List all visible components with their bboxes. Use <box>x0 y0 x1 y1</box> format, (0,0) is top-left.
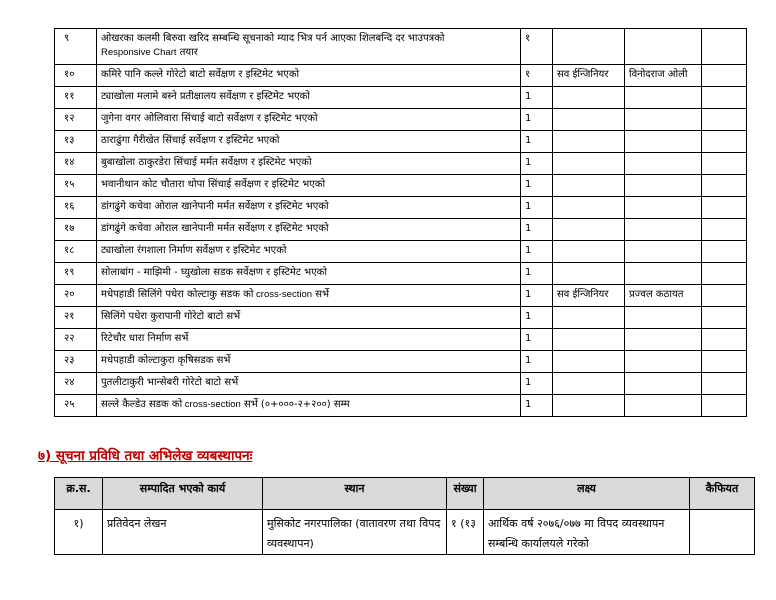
row-serial: २५ <box>55 395 97 417</box>
info-target: आर्थिक वर्ष २०७६/०७७ मा विपद व्यवस्थापन सम्बन्धि कार्यालयले गरेको <box>484 510 690 555</box>
row-staff-role <box>553 153 625 175</box>
work-row <box>55 373 747 395</box>
work-row <box>55 109 747 131</box>
row-description <box>97 241 521 263</box>
row-remarks <box>702 373 747 395</box>
row-serial: १७ <box>55 219 97 241</box>
row-staff-role <box>553 351 625 373</box>
row-staff-name <box>625 395 702 417</box>
row-remarks <box>702 131 747 153</box>
row-staff-name <box>625 241 702 263</box>
row-serial: ९ <box>55 29 97 65</box>
row-remarks <box>702 395 747 417</box>
row-serial: २२ <box>55 329 97 351</box>
work-row <box>55 219 747 241</box>
header-remarks: कैफियत <box>690 478 755 510</box>
row-staff-role <box>553 395 625 417</box>
work-row <box>55 395 747 417</box>
row-serial: २१ <box>55 307 97 329</box>
row-staff-name <box>625 329 702 351</box>
info-count: १ (१३ <box>447 510 484 555</box>
work-row <box>55 29 747 65</box>
row-remarks <box>702 263 747 285</box>
row-staff-role <box>553 241 625 263</box>
row-description-text: ट्याखोला रंगशाला निर्माण सर्वेक्षण र इस्टिमेट भएको <box>101 245 287 256</box>
row-description <box>97 109 521 131</box>
header-serial: क्र.स. <box>55 478 103 510</box>
row-description <box>97 175 521 197</box>
row-remarks <box>702 65 747 87</box>
work-row <box>55 175 747 197</box>
section-heading: ७) सूचना प्रविधि तथा अभिलेख व्यबस्थापनः <box>38 448 253 464</box>
row-staff-role <box>553 197 625 219</box>
row-staff-role: सव ईन्जिनियर <box>553 65 625 87</box>
row-staff-name: प्रज्वल कठायत <box>625 285 702 307</box>
row-serial: १९ <box>55 263 97 285</box>
row-remarks <box>702 109 747 131</box>
row-remarks <box>702 153 747 175</box>
row-staff-name <box>625 87 702 109</box>
row-description-text: ठाराढुंगा गैरीखेत सिंचाई सर्वेक्षण र इस्टिमेट भएको <box>101 135 280 146</box>
row-description-text: भवानीथान कोट चौतारा थोपा सिंचाई सर्वेक्षण र इस्टिमेट भएको <box>101 179 326 190</box>
info-work: प्रतिवेदन लेखन <box>103 510 263 555</box>
row-description <box>97 285 521 307</box>
row-quantity: 1 <box>521 197 553 219</box>
row-quantity: 1 <box>521 307 553 329</box>
row-staff-name <box>625 263 702 285</box>
row-serial: १२ <box>55 109 97 131</box>
row-description-text: बुबाखोला ठाकुरडेरा सिंचाई मर्मत सर्वेक्षण र इस्टिमेट भएको <box>101 157 312 168</box>
row-staff-role <box>553 373 625 395</box>
row-staff-name <box>625 373 702 395</box>
row-quantity: 1 <box>521 109 553 131</box>
work-table <box>54 28 747 417</box>
work-row <box>55 263 747 285</box>
row-staff-role <box>553 175 625 197</box>
row-description <box>97 197 521 219</box>
row-quantity: 1 <box>521 219 553 241</box>
row-staff-name: विनोदराज ओली <box>625 65 702 87</box>
work-row <box>55 131 747 153</box>
row-quantity: 1 <box>521 395 553 417</box>
row-staff-name <box>625 109 702 131</box>
row-description <box>97 219 521 241</box>
work-row <box>55 329 747 351</box>
row-staff-role <box>553 131 625 153</box>
row-serial: १० <box>55 65 97 87</box>
row-description <box>97 263 521 285</box>
row-description-suffix: तयार <box>176 47 198 58</box>
row-remarks <box>702 87 747 109</box>
row-staff-role <box>553 29 625 65</box>
row-remarks <box>702 241 747 263</box>
row-staff-role <box>553 307 625 329</box>
row-description-text: ट्याखोला मलामे बस्ने प्रतीक्षालय सर्वेक्षण र इस्टिमेट भएको <box>101 91 310 102</box>
info-row <box>55 510 755 555</box>
row-quantity: 1 <box>521 175 553 197</box>
row-description <box>97 131 521 153</box>
row-staff-role <box>553 87 625 109</box>
row-description-latin: cross-section <box>182 399 241 410</box>
row-description-text: सिलिंगे पधेरा कुरापानी गोरेटो बाटो सर्भे <box>101 311 241 322</box>
info-remarks <box>690 510 755 555</box>
row-description-text: डांगढुंगे कचेवा ओराल खानेपानी मर्मत सर्वेक्षण र इस्टिमेट भएको <box>101 223 329 234</box>
row-serial: २० <box>55 285 97 307</box>
row-remarks <box>702 351 747 373</box>
row-description-text: ओखरका कलमी बिरुवा खरिद सम्बन्धि सूचनाको म्याद भित्र पर्न आएका शिलबन्दि दर भाउपत्रको <box>101 33 445 44</box>
row-remarks <box>702 329 747 351</box>
header-work: सम्पादित भएको कार्य <box>103 478 263 510</box>
row-description-latin: cross-section <box>253 289 313 300</box>
row-quantity: 1 <box>521 351 553 373</box>
row-quantity: 1 <box>521 263 553 285</box>
row-description-text: कमिरे पानि कल्ले गोरेटो बाटो सर्वेक्षण र इस्टिमेट भएको <box>101 69 300 80</box>
row-description <box>97 153 521 175</box>
row-quantity: 1 <box>521 241 553 263</box>
row-description-text: डांगढुंगे कचेवा ओराल खानेपानी मर्मत सर्वेक्षण र इस्टिमेट भएको <box>101 201 329 212</box>
row-description <box>97 373 521 395</box>
work-row <box>55 197 747 219</box>
header-place: स्थान <box>263 478 447 510</box>
row-quantity: 1 <box>521 87 553 109</box>
row-description-latin: Responsive Chart <box>101 47 177 58</box>
work-row <box>55 87 747 109</box>
header-count: संख्या <box>447 478 484 510</box>
work-row <box>55 153 747 175</box>
row-description <box>97 307 521 329</box>
info-table <box>54 477 755 555</box>
row-remarks <box>702 197 747 219</box>
row-description <box>97 351 521 373</box>
row-serial: २३ <box>55 351 97 373</box>
row-description-text: सल्ले कैल्डेउ सडक को <box>101 399 183 410</box>
row-staff-name <box>625 307 702 329</box>
row-staff-role: सव ईन्जिनियर <box>553 285 625 307</box>
info-serial: १) <box>55 510 103 555</box>
row-serial: १३ <box>55 131 97 153</box>
row-description <box>97 87 521 109</box>
row-staff-role <box>553 329 625 351</box>
row-serial: ११ <box>55 87 97 109</box>
row-staff-name <box>625 131 702 153</box>
row-staff-role <box>553 263 625 285</box>
row-remarks <box>702 29 747 65</box>
row-description <box>97 395 521 417</box>
row-remarks <box>702 175 747 197</box>
row-staff-role <box>553 109 625 131</box>
row-description-text: मधेपहाडी सिलिंगे पधेरा कोल्टाकु सडक को <box>101 289 254 300</box>
row-description-suffix: सर्भे <box>312 289 329 300</box>
row-description <box>97 29 521 65</box>
header-target: लक्ष्य <box>484 478 690 510</box>
work-table-body <box>55 29 747 417</box>
info-place: मुसिकोट नगरपालिका (वातावरण तथा विपद व्यवस्थापन) <box>263 510 447 555</box>
row-staff-name <box>625 219 702 241</box>
work-row <box>55 241 747 263</box>
row-description-text: पुतलीटाकुरी भान्सेबरी गोरेटो बाटो सर्भे <box>101 377 239 388</box>
work-row <box>55 307 747 329</box>
row-quantity: 1 <box>521 285 553 307</box>
row-quantity: 1 <box>521 153 553 175</box>
info-header-row <box>55 478 755 510</box>
row-quantity: १ <box>521 65 553 87</box>
row-staff-name <box>625 351 702 373</box>
row-remarks <box>702 219 747 241</box>
work-row <box>55 351 747 373</box>
row-quantity: १ <box>521 29 553 65</box>
row-serial: १८ <box>55 241 97 263</box>
row-serial: १५ <box>55 175 97 197</box>
row-remarks <box>702 307 747 329</box>
work-row <box>55 65 747 87</box>
work-row <box>55 285 747 307</box>
row-serial: १६ <box>55 197 97 219</box>
row-description <box>97 65 521 87</box>
row-description <box>97 329 521 351</box>
row-remarks <box>702 285 747 307</box>
row-quantity: 1 <box>521 329 553 351</box>
row-staff-name <box>625 29 702 65</box>
row-description-text: जुगेना वगर ओलिवारा सिंचाई बाटो सर्वेक्षण र इस्टिमेट भएको <box>101 113 318 124</box>
row-description-text: सोलाबांग - माझिमी - घ्युखोला सडक सर्वेक्षण र इस्टिमेट भएको <box>101 267 327 278</box>
row-staff-name <box>625 153 702 175</box>
row-description-text: रिटेचौर धारा निर्माण सर्भे <box>101 333 189 344</box>
row-description-text: मधेपहाडी कोल्टाकुरा कृषिसडक सर्भे <box>101 355 231 366</box>
row-quantity: 1 <box>521 373 553 395</box>
row-staff-name <box>625 175 702 197</box>
row-serial: १४ <box>55 153 97 175</box>
row-description-suffix: सर्भे (०+०००-२+२००) सम्म <box>240 399 350 410</box>
row-serial: २४ <box>55 373 97 395</box>
row-staff-name <box>625 197 702 219</box>
row-quantity: 1 <box>521 131 553 153</box>
row-staff-role <box>553 219 625 241</box>
